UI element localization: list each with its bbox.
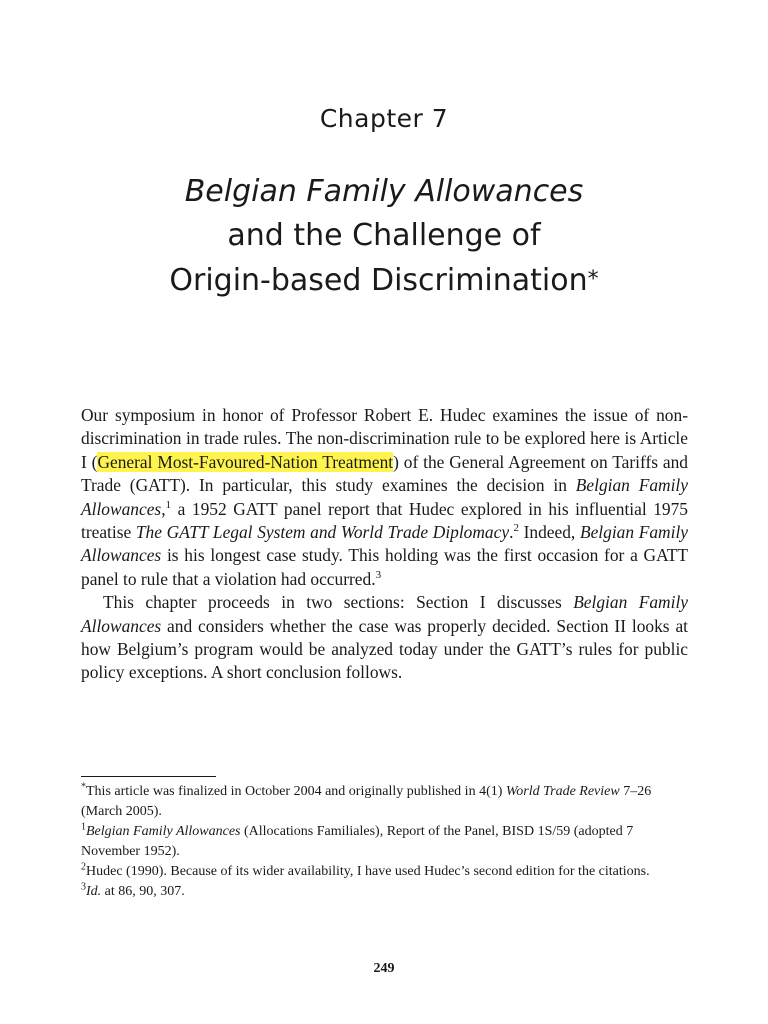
paragraph-1 xyxy=(81,404,688,591)
footnotes xyxy=(81,782,688,902)
p1-italic-case-name: Belgian Family Allowances xyxy=(81,475,688,519)
highlighted-text[interactable]: General Most-Favoured-Nation Treatment xyxy=(97,451,394,472)
footnote-2-text: Hudec (1990). Because of its wider availability, I have used Hudec’s second edition for the citations. xyxy=(86,864,650,879)
title-line-1: Belgian Family Allowances xyxy=(184,174,584,209)
p1-text-e: . xyxy=(509,522,514,543)
title-line-3-text: Origin-based Discrimination xyxy=(169,263,588,298)
footnote-ref-2[interactable]: 2 xyxy=(513,522,519,535)
p2-text-b: and considers whether the case was properly decided. Section II looks at how Belgium’s program would be analyzed today under the GATT’s rules for public policy exceptions. A short conclusion follows. xyxy=(81,615,688,683)
p1-text-f: Indeed, xyxy=(518,522,580,543)
title-line-3 xyxy=(0,258,768,303)
title-footnote-mark: * xyxy=(587,267,599,292)
footnote-3-italic: Id. xyxy=(86,884,102,899)
footnote-1-text: (Allocations Familiales), Report of the Panel, BISD 1S/59 (adopted 7 November 1952). xyxy=(81,824,634,859)
p1-text-d: a 1952 GATT panel report that Hudec explored in his influential 1975 treatise xyxy=(81,498,688,543)
footnote-2-mark: 2 xyxy=(81,861,86,873)
footnote-3-mark: 3 xyxy=(81,881,86,893)
p2-text-a: This chapter proceeds in two sections: Section I discusses xyxy=(103,592,574,613)
chapter-heading: Chapter 7 xyxy=(319,104,449,133)
p1-italic-treatise: The GATT Legal System and World Trade Diplomacy xyxy=(135,522,510,543)
footnote-star-text-a: This article was finalized in October 2004 and originally published in 4(1) xyxy=(86,784,506,799)
paragraph-2 xyxy=(81,591,688,685)
footnote-star-mark: * xyxy=(81,781,86,793)
p1-italic-case-name-2: Belgian Family Allowances xyxy=(81,522,688,566)
body-text xyxy=(81,404,688,685)
footnote-star-italic: World Trade Review xyxy=(505,784,620,799)
footnote-3 xyxy=(81,882,688,902)
p1-text-g: is his longest case study. This holding was the first occasion for a GATT panel to rule that a violation had occurred. xyxy=(81,545,688,589)
p1-text-c: , xyxy=(161,498,166,519)
p1-text-b: ) of the General Agreement on Tariffs and Trade (GATT). In particular, this study examines the decision in xyxy=(81,451,688,496)
footnote-star-text-b: 7–26 (March 2005). xyxy=(81,784,652,819)
footnote-ref-3[interactable]: 3 xyxy=(375,569,382,582)
chapter-title xyxy=(0,170,768,303)
footnote-1-mark: 1 xyxy=(81,821,86,833)
p2-italic-case-name: Belgian Family Allowances xyxy=(81,592,688,636)
footnote-ref-1[interactable]: 1 xyxy=(165,498,172,511)
p1-text-a: Our symposium in honor of Professor Robert E. Hudec examines the issue of non-discrimination in trade rules. The non-discrimination rule to be explored here is Article I ( xyxy=(81,405,688,472)
footnote-divider xyxy=(81,776,216,777)
footnote-3-text: at 86, 90, 307. xyxy=(101,884,185,899)
title-line-2: and the Challenge of xyxy=(227,218,541,253)
footnote-1-italic: Belgian Family Allowances xyxy=(86,824,241,839)
footnote-1 xyxy=(81,822,688,862)
footnote-star xyxy=(81,782,688,822)
page-number: 249 xyxy=(373,961,395,976)
footnote-2 xyxy=(81,862,688,882)
